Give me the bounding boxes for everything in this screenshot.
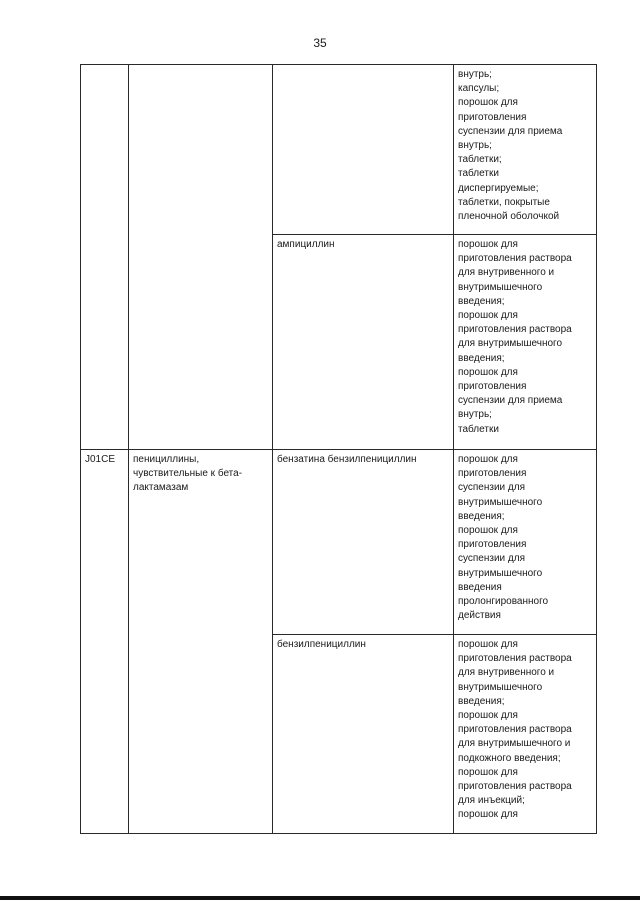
drug-name-cell: бензатина бензилпенициллин: [273, 450, 454, 635]
table-row: [81, 450, 597, 635]
group-name-cell: пенициллины, чувствительные к бета- лактамазам: [129, 450, 273, 834]
dosage-forms-cell: порошок для приготовления суспензии для внутримышечного введения; порошок для приготовления суспензии для внутримышечного введения пролонгированного действия: [454, 450, 597, 635]
drug-name-cell: [273, 65, 454, 235]
group-name-cell: [129, 65, 273, 450]
medication-table: [80, 64, 597, 834]
bottom-rule: [0, 896, 640, 900]
atc-code-cell: [81, 65, 129, 450]
dosage-forms-cell: внутрь; капсулы; порошок для приготовления суспензии для приема внутрь; таблетки; таблетки диспергируемые; таблетки, покрытые пленочной оболочкой: [454, 65, 597, 235]
dosage-forms-cell: порошок для приготовления раствора для внутривенного и внутримышечного введения; порошок для приготовления раствора для внутримышечного введения; порошок для приготовления суспензии для приема внутрь; таблетки: [454, 235, 597, 450]
drug-name-cell: бензилпенициллин: [273, 635, 454, 834]
dosage-forms-cell: порошок для приготовления раствора для внутривенного и внутримышечного введения; порошок для приготовления раствора для внутримышечного и подкожного введения; порошок для приготовления раствора для инъекций; порошок для: [454, 635, 597, 834]
drug-name-cell: ампициллин: [273, 235, 454, 450]
atc-code-cell: J01CE: [81, 450, 129, 834]
table-row: [81, 65, 597, 235]
page-number: 35: [313, 36, 327, 50]
